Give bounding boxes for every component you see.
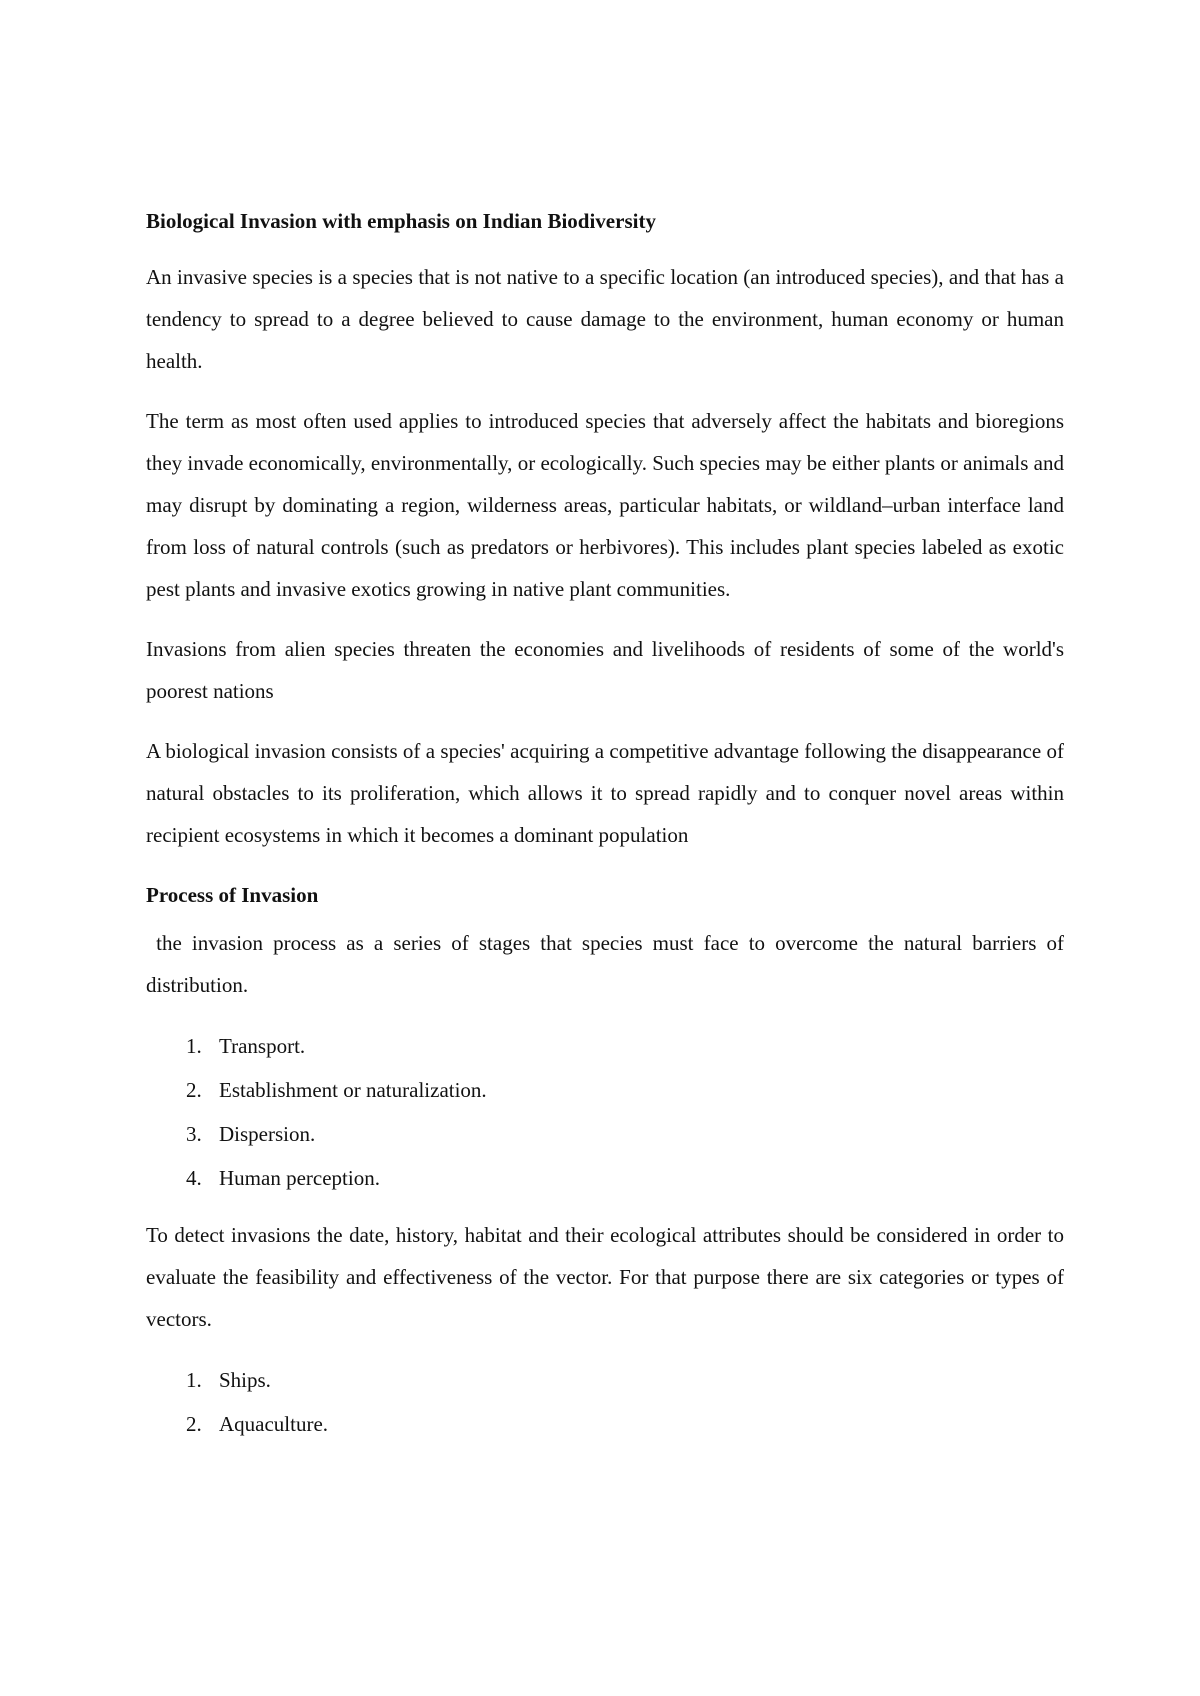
paragraph-invasive-definition: An invasive species is a species that is not native to a specific location (an introduced species), and that has a tendency to spread to a degree believed to cause damage to the environment, human economy or human health. [146, 265, 1064, 373]
list-item [146, 1402, 1064, 1446]
list-number: 2. [186, 1412, 202, 1436]
vectors-list [146, 1358, 1064, 1446]
list-item-text: Transport. [219, 1034, 306, 1058]
list-item [146, 1068, 1064, 1112]
list-number: 1. [186, 1368, 202, 1392]
list-number: 2. [186, 1078, 202, 1102]
paragraph-detect-invasions: To detect invasions the date, history, habitat and their ecological attributes should be considered in order to evaluate the feasibility and effectiveness of the vector. For that purpose there are six categories or types of vectors. [146, 1223, 1064, 1331]
paragraph-threat: Invasions from alien species threaten the economies and livelihoods of residents of some of the world's poorest nations [146, 637, 1064, 703]
list-item-text: Ships. [219, 1368, 271, 1392]
list-item-text: Human perception. [219, 1166, 380, 1190]
list-item [146, 1156, 1064, 1200]
process-intro: the invasion process as a series of stages that species must face to overcome the natural barriers of distribution. [146, 931, 1070, 997]
list-item [146, 1358, 1064, 1402]
document-title: Biological Invasion with emphasis on Indian Biodiversity [146, 209, 656, 233]
process-heading: Process of Invasion [146, 883, 319, 907]
paragraph-term-usage: The term as most often used applies to introduced species that adversely affect the habitats and bioregions they invade economically, environmentally, or ecologically. Such species may be either plants or animals and may disrupt by dominating a region, wilderness areas, particular habitats, or wildland–urban interface land from loss of natural controls (such as predators or herbivores). This includes plant species labeled as exotic pest plants and invasive exotics growing in native plant communities. [146, 409, 1064, 601]
list-item-text: Establishment or naturalization. [219, 1078, 487, 1102]
list-number: 4. [186, 1166, 202, 1190]
list-number: 1. [186, 1034, 202, 1058]
list-item-text: Aquaculture. [219, 1412, 329, 1436]
list-item [146, 1112, 1064, 1156]
document-page [146, 200, 1070, 1460]
list-number: 3. [186, 1122, 202, 1146]
paragraph-biological-invasion: A biological invasion consists of a species' acquiring a competitive advantage following the disappearance of natural obstacles to its proliferation, which allows it to spread rapidly and to conquer novel areas within recipient ecosystems in which it becomes a dominant population [146, 739, 1064, 847]
list-item [146, 1024, 1064, 1068]
list-item-text: Dispersion. [219, 1122, 316, 1146]
stages-list [146, 1024, 1064, 1200]
